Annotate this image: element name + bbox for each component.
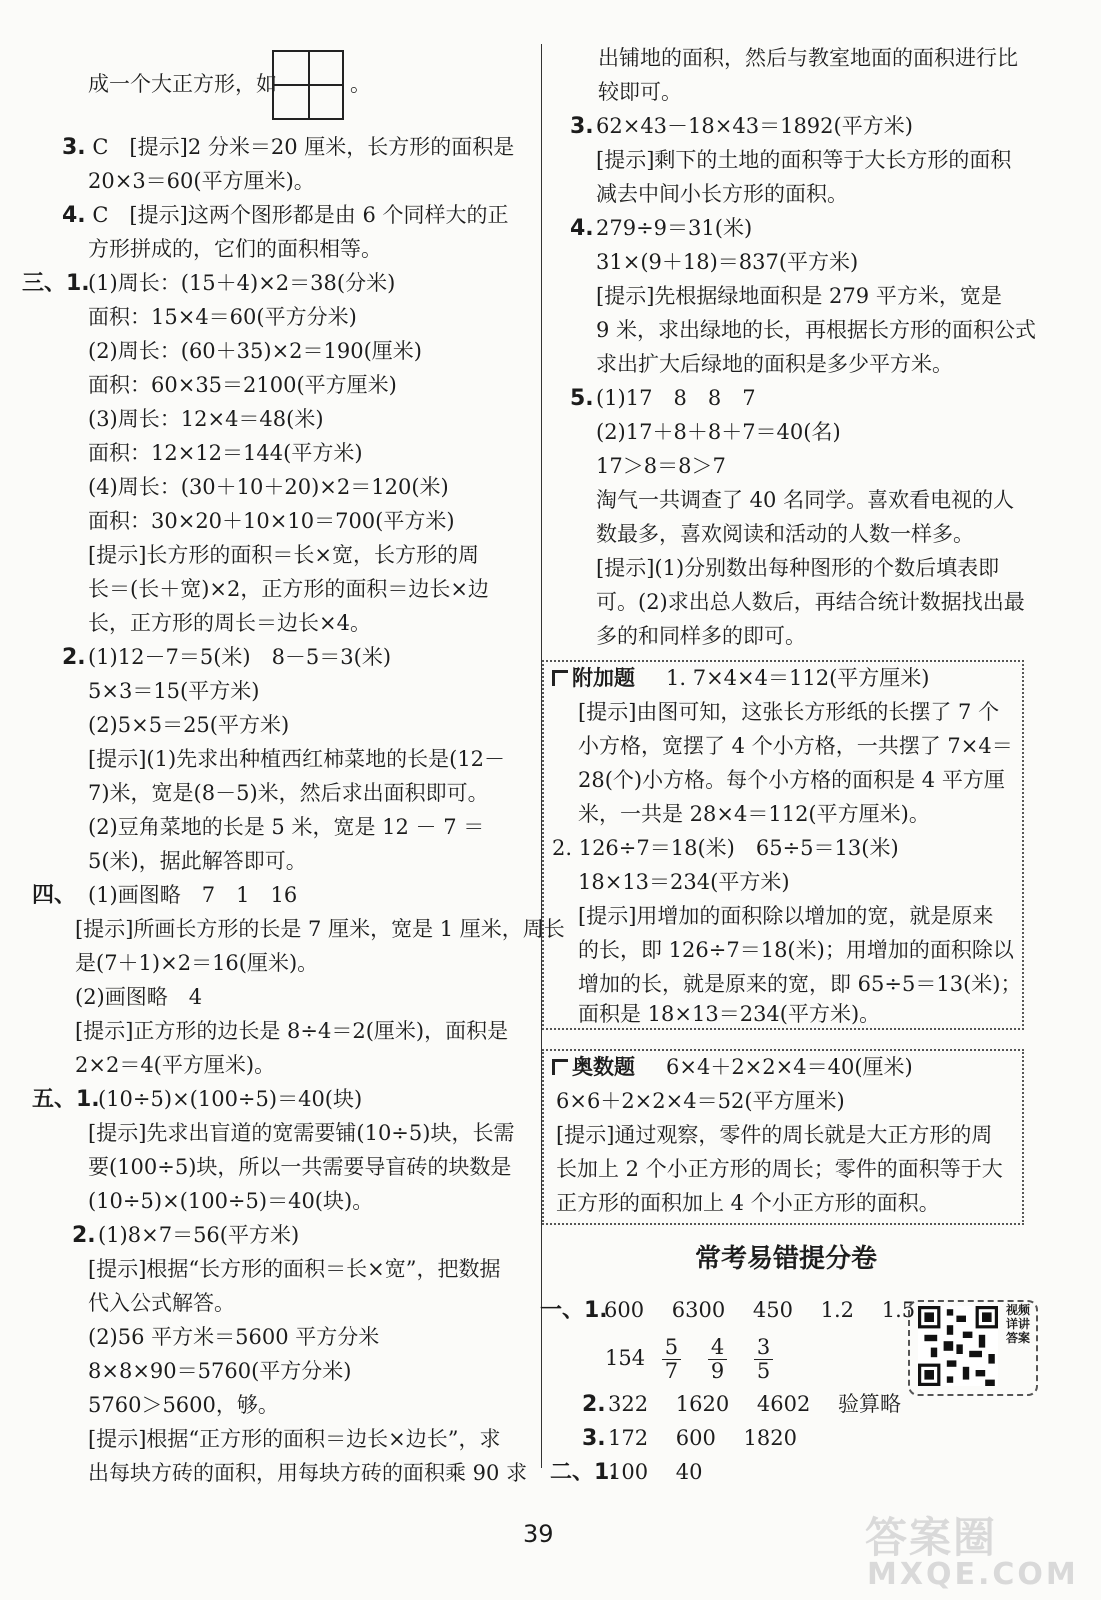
q4-cont: 方形拼成的，它们的面积相等。 — [88, 237, 382, 261]
extra-hint: 面积是 18×13＝234(平方米)。 — [578, 1002, 881, 1026]
fraction — [662, 1336, 681, 1383]
qr-code-panel[interactable] — [908, 1300, 1038, 1396]
olympiad-hint: 长加上 2 个小正方形的周长；零件的面积等于大 — [556, 1157, 1003, 1181]
intro-end: 。 — [350, 72, 371, 96]
watermark-line1: 答案圈 — [865, 1513, 998, 1562]
extra-hint: 增加的长，就是原来的宽，即 65÷5＝13(米)； — [578, 972, 1022, 996]
s4-hint: 是(7＋1)×2＝16(厘米)。 — [75, 951, 319, 975]
final-q3: 172 600 1820 — [608, 1426, 797, 1450]
extra-hint: [提示]由图可知，这张长方形纸的长摆了 7 个 — [578, 700, 1000, 724]
s5-q2-line: (1)8×7＝56(平方米) — [98, 1223, 300, 1247]
s5-q2-hint: [提示]根据“正方形的面积＝边长×边长”，求 — [88, 1427, 501, 1451]
olympiad-box — [542, 1049, 1024, 1225]
extra-tag: 附加题 — [552, 666, 635, 691]
final-s1-line2 — [605, 1336, 783, 1383]
fraction — [708, 1336, 727, 1383]
final-q2: 322 1620 4602 验算略 — [608, 1392, 901, 1416]
s3-q2-hint: 7)米，宽是(8－5)米，然后求出面积即可。 — [88, 781, 489, 805]
r-q5-line: (2)17＋8＋8＋7＝40(名) — [596, 420, 841, 444]
extra-hint: 米，一共是 28×4＝112(平方厘米)。 — [578, 802, 930, 826]
olympiad-tag: 奥数题 — [552, 1055, 635, 1080]
r-q5-num: 5. — [570, 386, 594, 411]
s5-q2-hint: 出每块方砖的面积，用每块方砖的面积乘 90 求 — [88, 1461, 528, 1485]
r-q4-hint: 求出扩大后绿地的面积是多少平方米。 — [596, 352, 953, 376]
frac-num: 3 — [754, 1336, 773, 1360]
s3-hint: 长＝(长＋宽)×2，正方形的面积＝边长×边 — [88, 577, 489, 601]
s3-q2-line: 5×3＝15(平方米) — [88, 679, 260, 703]
s4-hint: [提示]正方形的边长是 8÷4＝2(厘米)，面积是 — [75, 1019, 509, 1043]
frac-num: 5 — [662, 1336, 681, 1360]
r-q3-hint: [提示]剩下的土地的面积等于大长方形的面积 — [596, 148, 1012, 172]
olympiad-line: 6×6＋2×2×4＝52(平方厘米) — [556, 1089, 845, 1113]
s3-line: 面积：12×12＝144(平方米) — [88, 441, 363, 465]
s5-hint: [提示]先求出盲道的宽需要铺(10÷5)块，长需 — [88, 1121, 515, 1145]
olympiad-hint: 正方形的面积加上 4 个小正方形的面积。 — [556, 1191, 940, 1215]
s5-hint: 要(100÷5)块，所以一共需要导盲砖的块数是 — [88, 1155, 512, 1179]
r-top-line: 较即可。 — [598, 80, 682, 104]
extra-hint: 的长，即 126÷7＝18(米)；用增加的面积除以 — [578, 938, 1014, 962]
intro-line — [88, 72, 277, 97]
s4-hint: 2×2＝4(平方厘米)。 — [75, 1053, 276, 1077]
r-q5-line: (1)17 8 8 7 — [596, 386, 756, 410]
final-s2-label: 二、1. — [550, 1460, 618, 1485]
s5-line: (10÷5)×(100÷5)＝40(块) — [98, 1087, 363, 1111]
r-q5-hint: [提示](1)分别数出每种图形的个数后填表即 — [596, 556, 1000, 580]
frac-den: 5 — [756, 1359, 771, 1384]
r-q5-line: 数最多，喜欢阅读和活动的人数一样多。 — [596, 522, 974, 546]
r-q5-line: 17＞8＝8＞7 — [596, 454, 726, 478]
s3-q2-line: (1)12－7＝5(米) 8－5＝3(米) — [88, 645, 392, 669]
r-q5-line: 淘气一共调查了 40 名同学。喜欢看电视的人 — [596, 488, 1015, 512]
watermark-logo — [845, 1505, 1085, 1600]
r-q5-hint: 可。(2)求出总人数后，再结合统计数据找出最 — [596, 590, 1025, 614]
final-s1-label: 一、1. — [540, 1298, 608, 1323]
s4-line: (1)画图略 7 1 16 — [88, 883, 298, 907]
s3-q2-hint: 5(米)，据此解答即可。 — [88, 849, 307, 873]
r-q4-hint: [提示]先根据绿地面积是 279 平方米，宽是 — [596, 284, 1002, 308]
s3-line: 面积：30×20＋10×10＝700(平方米) — [88, 509, 455, 533]
s3-hint: 长，正方形的周长＝边长×4。 — [88, 611, 371, 635]
s3-q2-hint: [提示](1)先求出种植西红柿菜地的长是(12－ — [88, 747, 506, 771]
s5-q2-line: 5760＞5600，够。 — [88, 1393, 279, 1417]
q3-cont: 20×3＝60(平方厘米)。 — [88, 169, 315, 193]
s5-q2-line: 8×8×90＝5760(平方分米) — [88, 1359, 352, 1383]
extra-hint: 28(个)小方格。每个小方格的面积是 4 平方厘 — [578, 768, 1005, 792]
q3-line: 3. C [提示]2 分米＝20 厘米，长方形的面积是 — [62, 135, 515, 160]
r-q3-hint: 减去中间小长方形的面积。 — [596, 182, 848, 206]
square-grid-figure — [272, 50, 344, 120]
r-q5-hint: 多的和同样多的即可。 — [596, 624, 806, 648]
r-q4-hint: 9 米，求出绿地的长，再根据长方形的面积公式 — [596, 318, 1037, 342]
qr-code-icon[interactable] — [918, 1306, 998, 1386]
s3-line: (2)周长：(60＋35)×2＝190(厘米) — [88, 339, 422, 363]
section4-label: 四、 — [32, 883, 77, 908]
r-q3-num: 3. — [570, 114, 594, 139]
section5-label: 五、1. — [32, 1087, 100, 1112]
q4-line: 4. C [提示]这两个图形都是由 6 个同样大的正 — [62, 203, 509, 228]
r-q4-line: 279÷9＝31(米) — [596, 216, 753, 240]
extra-line: 18×13＝234(平方米) — [578, 870, 790, 894]
page-number: 39 — [523, 1520, 554, 1548]
s3-hint: [提示]长方形的面积＝长×宽，长方形的周 — [88, 543, 479, 567]
s5-q2-num: 2. — [72, 1223, 96, 1248]
frac-num: 4 — [708, 1336, 727, 1360]
fraction — [754, 1336, 773, 1383]
final-q2-num: 2. — [582, 1392, 606, 1417]
olympiad-hint: [提示]通过观察，零件的周长就是大正方形的周 — [556, 1123, 993, 1147]
watermark-line2: MXQE.COM — [867, 1557, 1079, 1592]
r-q4-num: 4. — [570, 216, 594, 241]
s5-q2-line: (2)56 平方米＝5600 平方分米 — [88, 1325, 380, 1349]
r-q4-line: 31×(9＋18)＝837(平方米) — [596, 250, 859, 274]
final-s1-line1: 600 6300 450 1.2 1.5 — [604, 1298, 916, 1322]
final-q3-num: 3. — [582, 1426, 606, 1451]
s3-line: (1)周长：(15＋4)×2＝38(分米) — [88, 271, 396, 295]
r-q3-line: 62×43－18×43＝1892(平方米) — [596, 114, 913, 138]
olympiad-line: 6×4＋2×2×4＝40(厘米) — [666, 1055, 913, 1079]
s3-q2-line: (2)5×5＝25(平方米) — [88, 713, 290, 737]
extra-question-box — [542, 660, 1024, 1030]
final-s1-value: 154 — [605, 1346, 646, 1371]
qr-label: 视频详讲答案 — [1006, 1303, 1031, 1345]
section3-label: 三、1. — [22, 271, 90, 296]
extra-hint: [提示]用增加的面积除以增加的宽，就是原来 — [578, 904, 994, 928]
s3-line: 面积：15×4＝60(平方分米) — [88, 305, 357, 329]
s3-q2-hint: (2)豆角菜地的长是 5 米，宽是 12 － 7 ＝ — [88, 815, 485, 839]
s3-q2-num: 2. — [62, 645, 86, 670]
extra-line: 2. 126÷7＝18(米) 65÷5＝13(米) — [552, 836, 899, 860]
intro-text: 成一个大正方形，如 — [88, 72, 277, 96]
s4-hint: [提示]所画长方形的长是 7 厘米，宽是 1 厘米，周长 — [75, 917, 565, 941]
r-top-line: 出铺地的面积，然后与教室地面的面积进行比 — [598, 46, 1018, 70]
section-title: 常考易错提分卷 — [695, 1244, 878, 1274]
frac-den: 7 — [664, 1359, 679, 1384]
s4-line: (2)画图略 4 — [75, 985, 203, 1009]
s3-line: (4)周长：(30＋10＋20)×2＝120(米) — [88, 475, 449, 499]
s5-q2-hint: 代入公式解答。 — [88, 1291, 235, 1315]
s3-line: 面积：60×35＝2100(平方厘米) — [88, 373, 397, 397]
extra-hint: 小方格，宽摆了 4 个小方格，一共摆了 7×4＝ — [578, 734, 1013, 758]
extra-line: 1. 7×4×4＝112(平方厘米) — [666, 666, 930, 690]
s5-q2-hint: [提示]根据“长方形的面积＝长×宽”，把数据 — [88, 1257, 501, 1281]
s3-line: (3)周长：12×4＝48(米) — [88, 407, 324, 431]
s5-hint: (10÷5)×(100÷5)＝40(块)。 — [88, 1189, 374, 1213]
frac-den: 9 — [710, 1359, 725, 1384]
final-s2: 100 40 — [608, 1460, 703, 1484]
